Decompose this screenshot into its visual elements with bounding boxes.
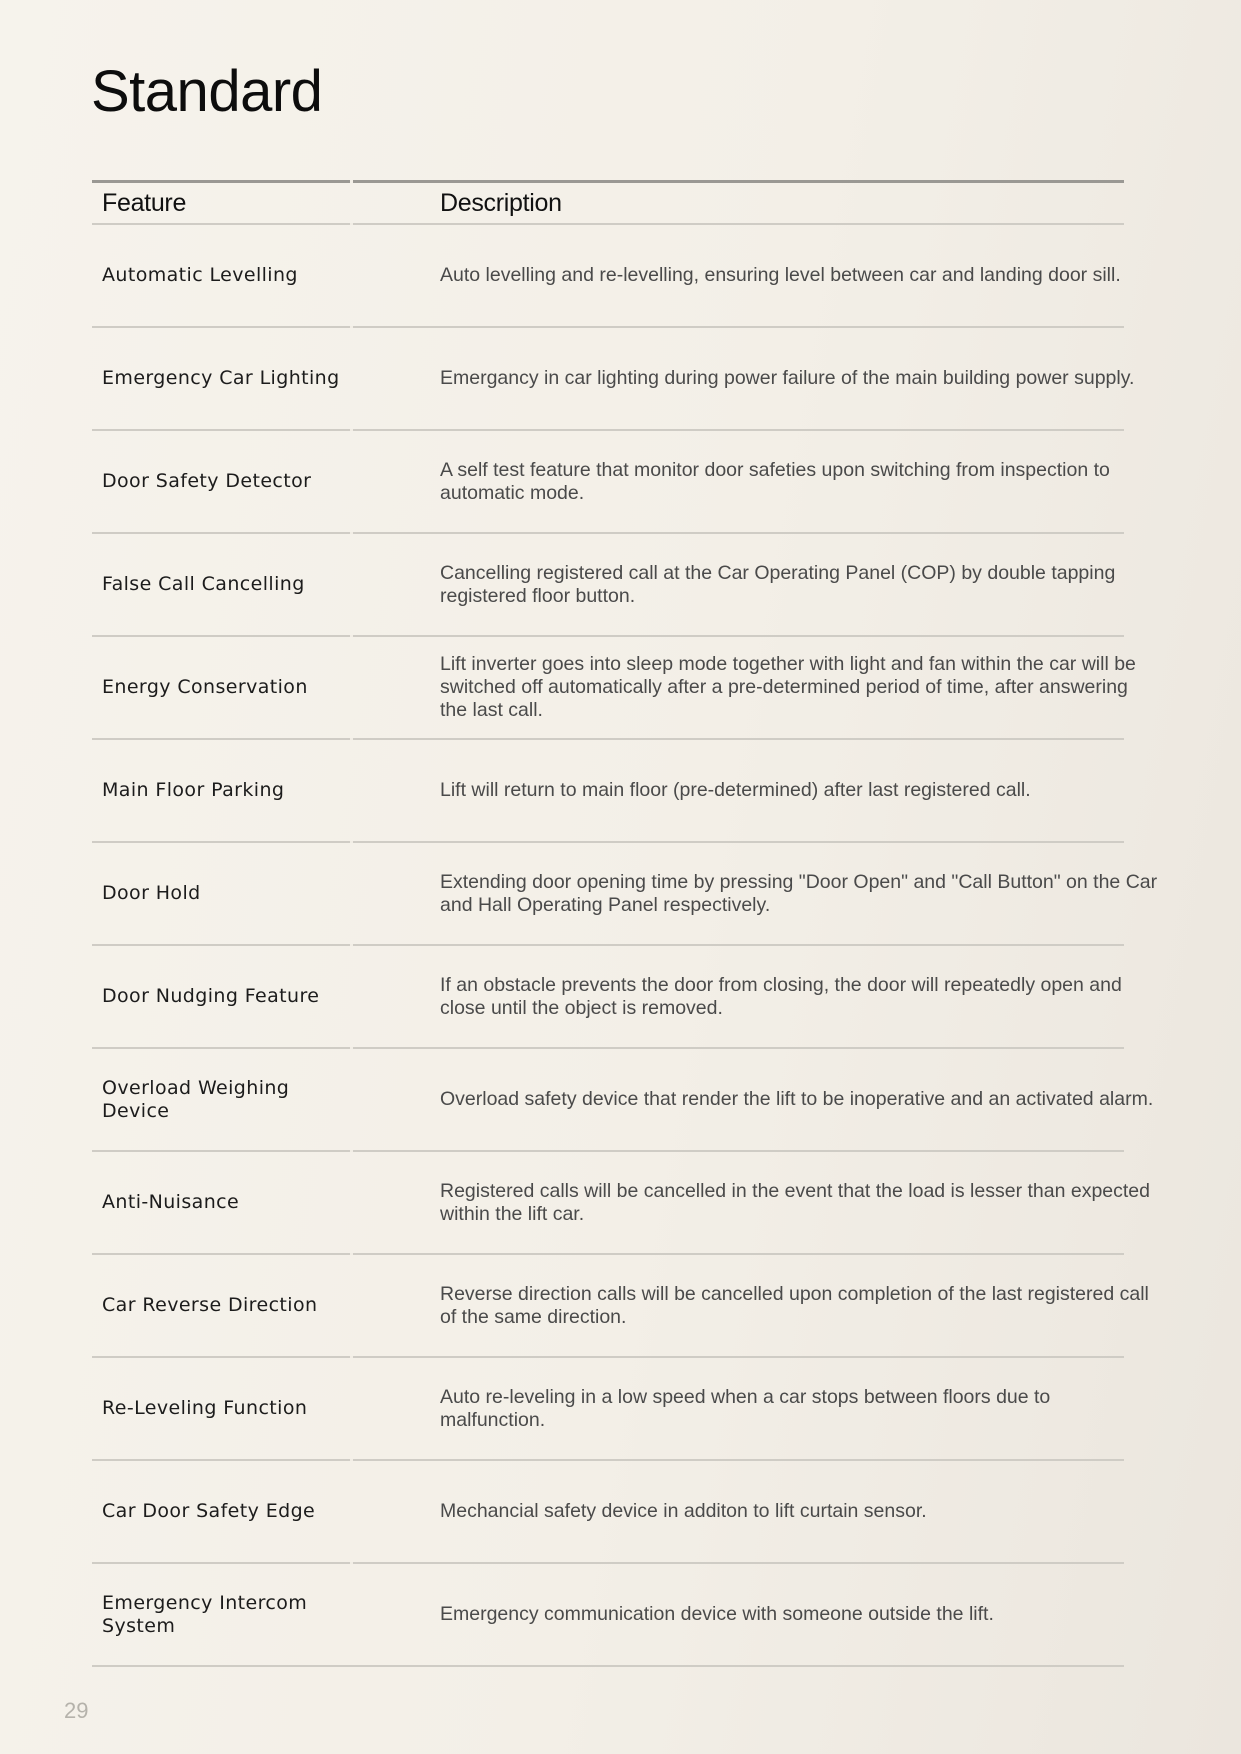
feature-name: Automatic Levelling [102, 264, 298, 286]
feature-description: Reverse direction calls will be cancelled upon completion of the last registered call of the same direction. [440, 1282, 1149, 1328]
table-row [92, 1150, 1150, 1253]
feature-name: Door Nudging Feature [102, 985, 320, 1007]
table-header-row [92, 183, 1124, 223]
table-row [92, 635, 1136, 738]
feature-name: Door Safety Detector [102, 470, 312, 492]
feature-name: Car Door Safety Edge [102, 1500, 316, 1522]
feature-description: Emergancy in car lighting during power failure of the main building power supply. [440, 367, 1135, 389]
table-row [92, 841, 1158, 944]
feature-description: If an obstacle prevents the door from closing, the door will repeatedly open and close until the object is removed. [440, 973, 1122, 1019]
table-row [92, 1047, 1154, 1150]
table-row [92, 223, 1124, 326]
header-feature: Feature [102, 189, 187, 217]
feature-description: Emergency communication device with someone outside the lift. [440, 1603, 994, 1625]
feature-description: Mechancial safety device in additon to lift curtain sensor. [440, 1500, 927, 1522]
feature-name: Overload Weighing Device [102, 1076, 290, 1122]
feature-description: Overload safety device that render the lift to be inoperative and an activated alarm. [440, 1088, 1154, 1110]
table-row [92, 1356, 1124, 1459]
table-bottom-rule [92, 1665, 1124, 1667]
feature-name: Main Floor Parking [102, 779, 285, 801]
table-row [92, 1459, 1124, 1562]
table-row [92, 738, 1124, 841]
feature-description: Auto levelling and re-levelling, ensuring level between car and landing door sill. [440, 264, 1121, 286]
feature-description: Extending door opening time by pressing "Door Open" and "Call Button" on the Car and Hall Operating Panel respectively. [440, 870, 1158, 916]
table-row [92, 1562, 1124, 1665]
feature-description: Auto re-leveling in a low speed when a car stops between floors due to malfunction. [440, 1385, 1051, 1431]
header-description: Description [440, 189, 562, 217]
feature-description: Lift will return to main floor (pre-determined) after last registered call. [440, 779, 1031, 801]
table-row [92, 326, 1135, 429]
feature-name: Car Reverse Direction [102, 1294, 318, 1316]
table-row [92, 1253, 1149, 1356]
feature-name: Emergency Car Lighting [102, 367, 340, 389]
feature-name: Anti-Nuisance [102, 1191, 240, 1213]
page-title: Standard [91, 59, 323, 124]
feature-description: A self test feature that monitor door safeties upon switching from inspection to automatic mode. [440, 458, 1110, 504]
table-row [92, 429, 1124, 532]
feature-name: Emergency Intercom System [102, 1591, 308, 1637]
feature-name: Door Hold [102, 882, 201, 904]
page-number: 29 [64, 1698, 89, 1723]
feature-name: Re-Leveling Function [102, 1397, 308, 1419]
table-row [92, 532, 1124, 635]
feature-name: False Call Cancelling [102, 573, 305, 595]
table-row [92, 944, 1124, 1047]
feature-description: Lift inverter goes into sleep mode together with light and fan within the car will be switched off automatically after a pre-determined period of time, after answering the last call. [440, 653, 1136, 721]
feature-name: Energy Conservation [102, 676, 308, 698]
table-body [92, 223, 1158, 1665]
feature-description: Cancelling registered call at the Car Operating Panel (COP) by double tapping registered floor button. [440, 561, 1116, 607]
feature-description: Registered calls will be cancelled in the event that the load is lesser than expected within the lift car. [440, 1179, 1150, 1225]
